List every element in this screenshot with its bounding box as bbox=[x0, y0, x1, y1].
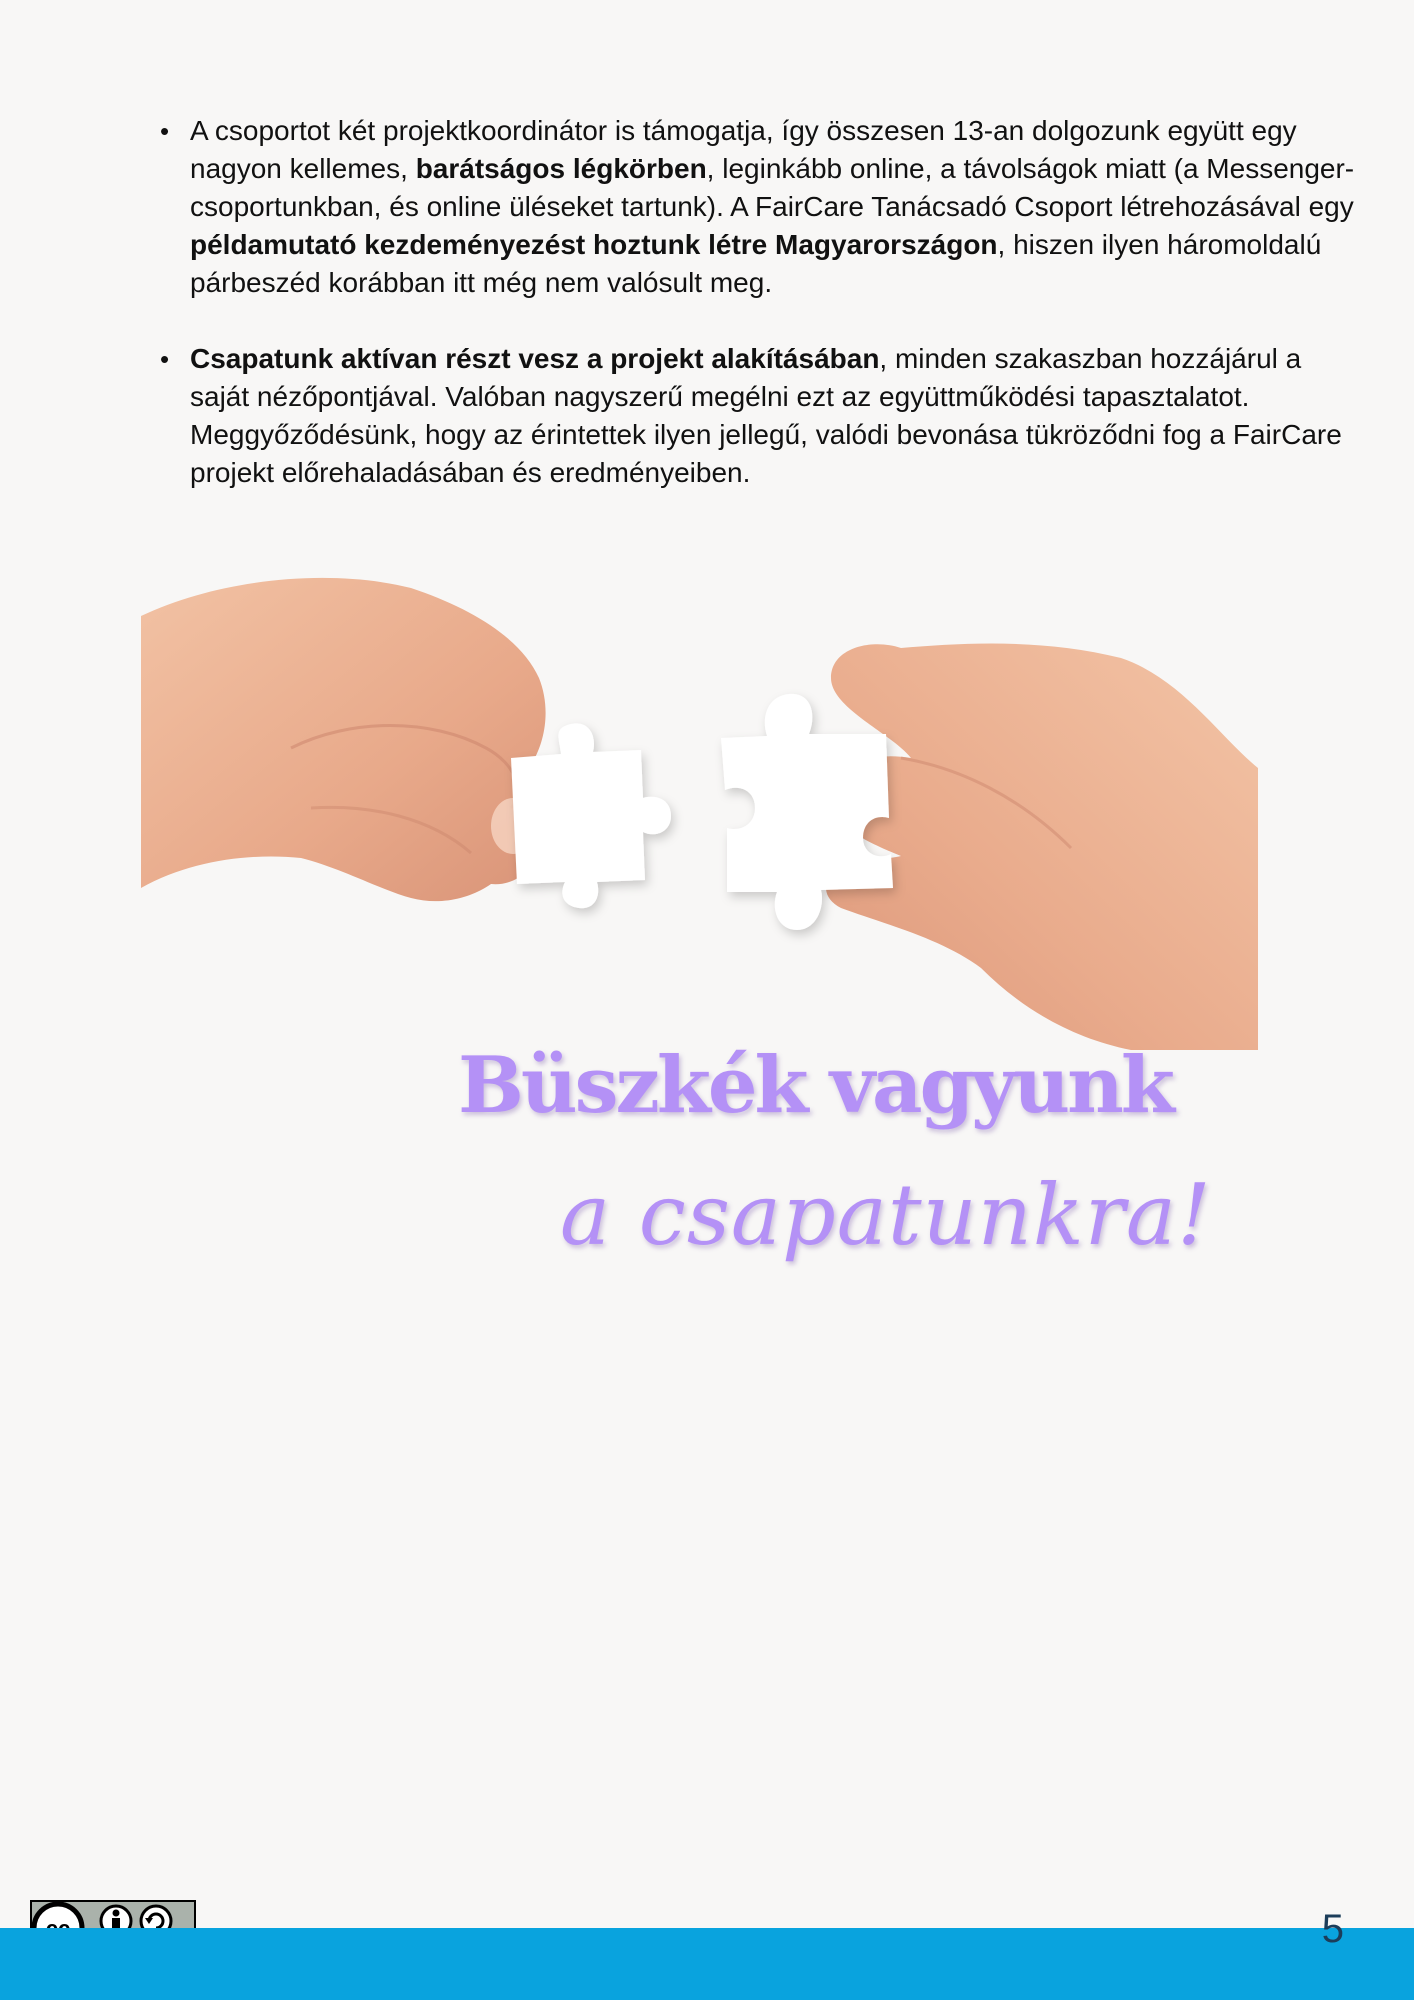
footer-bar bbox=[0, 1928, 1414, 2000]
bullet-item-1 bbox=[158, 112, 1358, 302]
text-segment: , minden szakaszban hozzájárul a saját nézőpontjával. Valóban nagyszerű megélni ezt az együttműködési tapasztalatot. Meggyőződésünk, hogy az érintettek ilyen jellegű, valódi bevonása tükröződni fog a FairCare projekt előrehaladásában és eredményeiben. bbox=[190, 343, 1342, 488]
text-segment: , hiszen ilyen háromoldalú párbeszéd korábban itt még nem valósult meg. bbox=[190, 229, 1322, 298]
left-hand bbox=[141, 578, 546, 901]
right-hand bbox=[811, 644, 1258, 1050]
page-number: 5 bbox=[1321, 1907, 1344, 1951]
bullet-list bbox=[158, 112, 1358, 492]
puzzle-hands-photo bbox=[141, 568, 1258, 1050]
headline-line-1: Büszkék vagyunk bbox=[458, 1040, 1172, 1131]
text-segment: , leginkább online, a távolságok miatt (a Messenger-csoportunkban, és online üléseket tartunk). A FairCare Tanácsadó Csoport létrehozásával egy bbox=[190, 153, 1355, 222]
headline-line-2: a csapatunkra! bbox=[560, 1166, 1212, 1264]
bullet-item-2 bbox=[158, 340, 1358, 492]
bold-text-segment: Csapatunk aktívan részt vesz a projekt alakításában bbox=[190, 343, 880, 374]
text-segment: A csoportot két projektkoordinátor is támogatja, így összesen 13-an dolgozunk együtt egy nagyon kellemes, bbox=[190, 115, 1297, 184]
body-text bbox=[158, 112, 1358, 530]
bold-text-segment: barátságos légkörben bbox=[415, 153, 707, 184]
bold-text-segment: példamutató kezdeményezést hoztunk létre Magyarországon bbox=[190, 229, 998, 260]
